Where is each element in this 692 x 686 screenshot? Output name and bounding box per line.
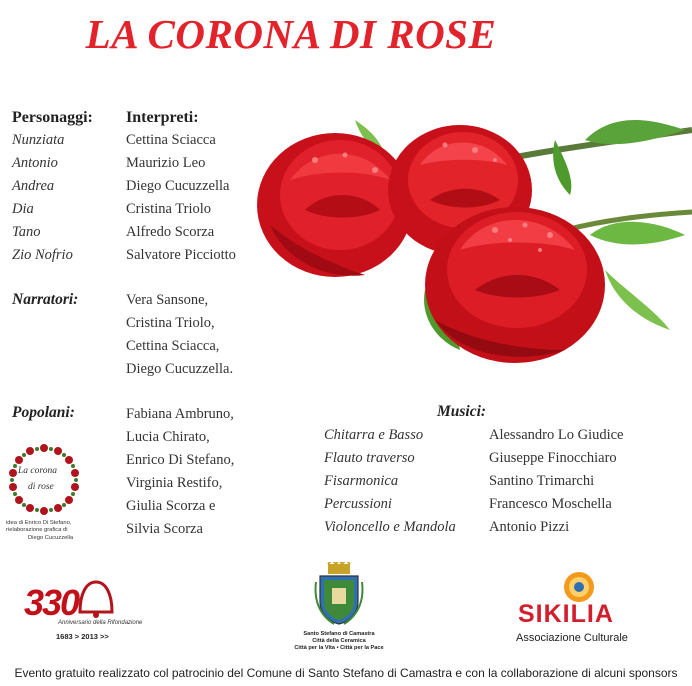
sikilia-name: SIKILIA	[518, 600, 614, 628]
character-role: Tano	[12, 224, 41, 240]
popolano-name: Virginia Restifo,	[126, 475, 223, 491]
musician-name: Alessandro Lo Giudice	[489, 427, 624, 443]
character-list	[12, 129, 73, 267]
anniversary-subtitle: Anniversario della Rifondazione	[58, 620, 143, 626]
character-role: Antonio	[12, 155, 58, 171]
comune-name: Santo Stefano di Camastra	[303, 631, 375, 637]
coat-of-arms-icon	[314, 562, 364, 626]
character-role: Zio Nofrio	[12, 247, 73, 263]
instrument-list	[324, 424, 456, 539]
actor-list	[126, 129, 236, 267]
rose-wreath-icon	[4, 440, 84, 520]
sikilia-subtitle: Associazione Culturale	[516, 632, 628, 644]
footer-text: Evento gratuito realizzato col patrocinio del Comune di Santo Stefano di Camastra e con la collaborazione di alcuni sponsors	[14, 666, 678, 680]
actor-name: Alfredo Scorza	[126, 224, 215, 240]
comune-motto-2: Città per la Vita • Città per la Pace	[294, 644, 384, 651]
corona-logo-line1: La corona	[18, 466, 57, 476]
musician-name: Giuseppe Finocchiaro	[489, 450, 617, 466]
musici-label: Musici:	[437, 403, 487, 420]
instrument-name: Flauto traverso	[324, 450, 415, 466]
comune-motto: Città della Ceramica	[312, 637, 366, 644]
popolano-name: Enrico Di Stefano,	[126, 452, 235, 468]
popolani-label: Popolani:	[12, 404, 75, 421]
actor-name: Salvatore Picciotto	[126, 247, 236, 263]
musician-name: Antonio Pizzi	[489, 519, 570, 535]
popolani-list	[126, 403, 234, 541]
comune-logo	[284, 562, 394, 658]
corona-caption-line: idea di Enrico Di Stefano,	[6, 520, 72, 526]
narrator-name: Cristina Triolo,	[126, 315, 215, 331]
popolano-name: Silvia Scorza	[126, 521, 203, 537]
rose-right	[425, 207, 605, 363]
sun-icon	[562, 570, 596, 604]
corona-logo-line2: di rose	[28, 482, 54, 492]
musician-name: Francesco Moschella	[489, 496, 612, 512]
page-title: LA CORONA DI ROSE	[85, 11, 497, 57]
actor-name: Maurizio Leo	[126, 155, 206, 171]
corona-logo-caption	[6, 520, 96, 542]
character-role: Andrea	[12, 178, 55, 194]
narrator-name: Cettina Sciacca,	[126, 338, 220, 354]
musician-list	[489, 424, 624, 539]
musician-name: Santino Trimarchi	[489, 473, 595, 489]
popolano-name: Lucia Chirato,	[126, 429, 210, 445]
anniversary-years: 1683 > 2013 >>	[56, 632, 109, 641]
corona-caption-line: rielaborazione grafica di	[6, 527, 68, 534]
narrators-list	[126, 289, 233, 381]
characters-header: Personaggi:	[12, 109, 93, 126]
narrators-label: Narratori:	[12, 291, 79, 308]
instrument-name: Violoncello e Mandola	[324, 519, 456, 535]
rose-left	[257, 133, 413, 277]
instrument-name: Percussioni	[324, 496, 392, 512]
actors-header: Interpreti:	[126, 109, 199, 126]
instrument-name: Fisarmonica	[324, 473, 399, 489]
corona-logo	[4, 440, 84, 520]
actor-name: Cettina Sciacca	[126, 132, 216, 148]
popolano-name: Fabiana Ambruno,	[126, 406, 234, 422]
popolano-name: Giulia Scorza e	[126, 498, 216, 514]
narrator-name: Diego Cucuzzella.	[126, 361, 234, 377]
instrument-name: Chitarra e Basso	[324, 427, 424, 443]
actor-name: Cristina Triolo	[126, 201, 212, 217]
sikilia-logo	[512, 570, 652, 650]
anniversary-logo	[22, 572, 142, 648]
roses-illustration	[245, 100, 692, 400]
character-role: Dia	[12, 201, 34, 217]
actor-name: Diego Cucuzzella	[126, 178, 230, 194]
corona-caption-line: Diego Cucuzzella	[28, 534, 74, 541]
narrator-name: Vera Sansone,	[126, 292, 209, 308]
anniversary-number: 330	[24, 582, 79, 623]
character-role: Nunziata	[12, 132, 65, 148]
